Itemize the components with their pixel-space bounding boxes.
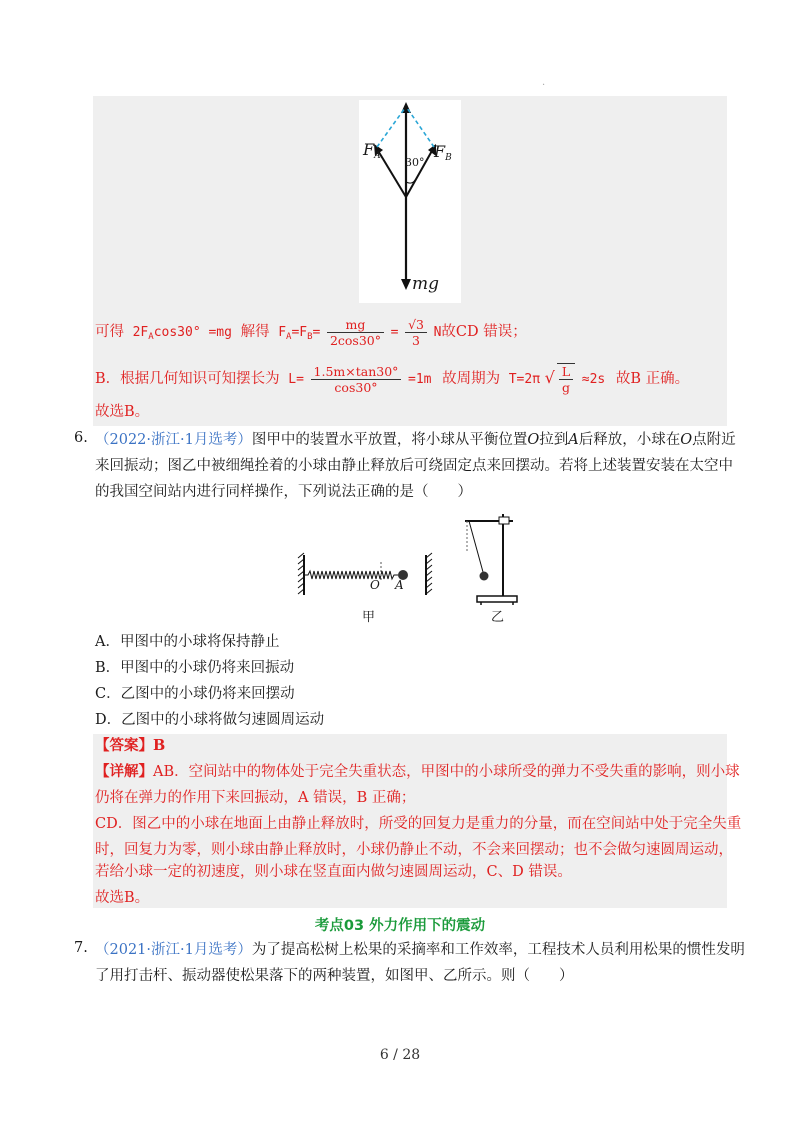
figure-jia-svg: [296, 550, 436, 600]
question-6-number: 6.: [74, 430, 88, 446]
label-fa: $F_A$: [363, 140, 381, 161]
caption-yi: 乙: [491, 610, 505, 625]
figure-yi: [455, 506, 535, 626]
figure-jia: [296, 550, 436, 625]
pendulum-ball: [480, 572, 489, 581]
page-number: 6 / 28: [379, 1047, 421, 1063]
detail-line-2: 仍将在弹力的作用下来回振动，A 错误，B 正确；: [95, 790, 416, 806]
question-7-line-2: 了用打击杆、振动器使松果落下的两种装置，如图甲、乙所示。则（ ）: [95, 968, 574, 984]
label-mg: mg: [412, 274, 440, 294]
solution-line-2: B．根据几何知识可知摆长为 L= $\frac{1.5m\times\tan 30^\circ}{\cos 30^\circ}$ =1m 故周期为 T=2π √ $\frac{L}{g}$ ≈2s 故B 正确。: [95, 363, 690, 395]
stand-base: [477, 596, 517, 602]
answer-line: 【答案】B: [95, 737, 166, 754]
option-a[interactable]: A．甲图中的小球将保持静止: [95, 634, 280, 650]
gravity-arrowhead: [401, 279, 411, 290]
label-angle: 30°: [405, 156, 425, 169]
detail-line-5: 若给小球一定的初速度，则小球在竖直面内做匀速圆周运动，C、D 错误。: [95, 864, 572, 880]
question-6-line-2: 来回振动；图乙中被细绳拴着的小球由静止释放后可绕固定点来回摆动。若将上述装置安装在太空中: [95, 458, 733, 474]
label-o: O: [370, 578, 380, 592]
parallelogram-dash-left: [377, 108, 405, 147]
detail-line-1: 【详解】AB．空间站中的物体处于完全失重状态，甲图中的小球所受的弹力不受失重的影响，则小球: [95, 763, 740, 780]
label-fb: $F_B$: [434, 142, 452, 163]
question-7-number: 7.: [74, 940, 88, 956]
question-6-line-1: （2022·浙江·1月选考）图甲中的装置水平放置，将小球从平衡位置O拉到A后释放，小球在O点附近: [95, 432, 736, 448]
detail-line-4: 时，回复力为零，则小球由静止释放时，小球仍静止不动，不会来回摆动；也不会做匀速圆周运动，: [95, 842, 733, 858]
fraction-sqrt3-over-3: $\frac{√3}{3}$: [405, 317, 427, 348]
detail-line-6: 故选B。: [95, 890, 150, 906]
option-d[interactable]: D．乙图中的小球将做匀速圆周运动: [95, 712, 325, 728]
fraction-mg-over-2cos30: $\frac{mg}{2\cos 30^\circ}$: [327, 317, 384, 348]
question-6-line-3: 的我国空间站内进行同样操作，下列说法正确的是（ ）: [95, 484, 472, 500]
section-title: 考点03 外力作用下的震动: [314, 918, 486, 934]
top-mark: ·: [542, 80, 546, 91]
fraction-l-over-g: $\frac{L}{g}$: [557, 363, 575, 395]
force-diagram: [359, 100, 461, 303]
clamp: [499, 517, 509, 524]
option-c[interactable]: C．乙图中的小球仍将来回摆动: [95, 686, 295, 702]
solution-line-3: 故选B。: [95, 404, 150, 420]
parallelogram-dash-right: [407, 108, 434, 147]
question-7-line-1: （2021·浙江·1月选考）为了提高松树上松果的采摘率和工作效率，工程技术人员利用松果的惯性发明: [95, 942, 745, 958]
label-a: A: [395, 578, 404, 592]
fraction-length: $\frac{1.5m\times\tan 30^\circ}{\cos 30^\circ}$: [311, 364, 402, 395]
pendulum-string: [469, 521, 483, 572]
figure-yi-svg: [455, 506, 535, 606]
force-diagram-svg: [359, 100, 461, 303]
solution-line-1: 可得 $2F_A\cos 30^\circ =mg$ 解得 $F_A=F_B=$ $\frac{mg}{2\cos 30^\circ}$ = $\frac{√3}{3}$ N故CD 错误；: [95, 316, 527, 348]
detail-line-3: CD．图乙中的小球在地面上由静止释放时，所受的回复力是重力的分量，而在空间站中处于完全失重: [95, 816, 742, 832]
force-a-arrow: [377, 149, 406, 197]
spring: [304, 571, 398, 579]
caption-jia: 甲: [362, 610, 376, 625]
option-b[interactable]: B．甲图中的小球仍将来回振动: [95, 660, 295, 676]
